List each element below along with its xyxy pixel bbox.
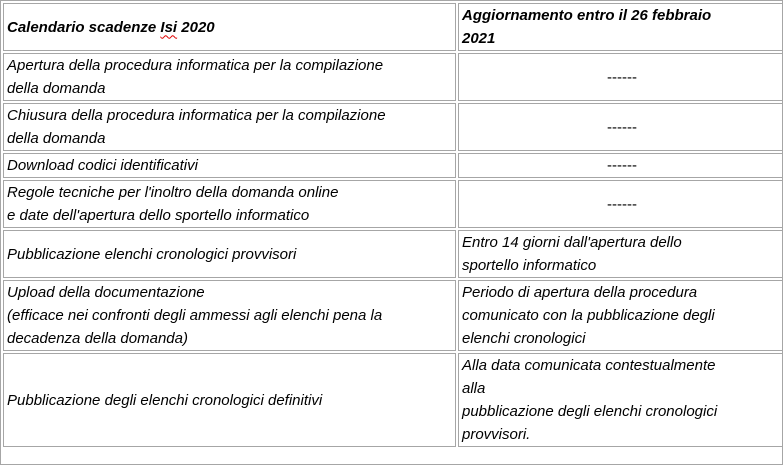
table-row <box>3 230 783 278</box>
row-label-line: (efficace nei confronti degli ammessi agli elenchi pena la <box>7 307 383 324</box>
table-row <box>3 153 783 178</box>
table-row <box>3 103 783 151</box>
header-title-prefix: Calendario scadenze <box>7 18 161 36</box>
header-title-isi: Isi <box>160 18 178 36</box>
header-update-line2: 2021 <box>462 30 496 47</box>
row-value-line: Periodo di apertura della procedura <box>462 284 698 301</box>
row-label-line: della domanda <box>7 130 106 147</box>
row-value-line: ------ <box>607 118 637 136</box>
row-label-line: decadenza della domanda) <box>7 330 188 347</box>
header-title-suffix: 2020 <box>177 18 215 36</box>
table-row <box>3 280 783 351</box>
row-value-cell <box>458 230 783 278</box>
row-value-line: sportello informatico <box>462 257 597 274</box>
row-value-cell <box>458 153 783 178</box>
row-label-cell <box>3 180 456 228</box>
row-value-cell <box>458 53 783 101</box>
row-label-cell <box>3 153 456 178</box>
row-label-line: Chiusura della procedura informatica per la compilazione <box>7 107 386 124</box>
row-value-line: alla <box>462 380 486 397</box>
row-value-cell <box>458 180 783 228</box>
row-label-line: Download codici identificativi <box>7 157 198 174</box>
row-label-line: e date dell'apertura dello sportello informatico <box>7 207 310 224</box>
row-value-cell <box>458 280 783 351</box>
table-row <box>3 53 783 101</box>
row-label-line: Upload della documentazione <box>7 284 205 301</box>
row-value-line: pubblicazione degli elenchi cronologici <box>462 403 718 420</box>
row-value-cell <box>458 353 783 447</box>
row-label-line: Pubblicazione elenchi cronologici provvisori <box>7 245 297 263</box>
row-value-line: ------ <box>607 195 637 213</box>
row-label-cell <box>3 280 456 351</box>
row-label-line: Apertura della procedura informatica per la compilazione <box>7 57 384 74</box>
row-value-line: elenchi cronologici <box>462 330 586 347</box>
row-value-line: ------ <box>607 157 637 174</box>
row-label-cell <box>3 230 456 278</box>
row-label-cell <box>3 353 456 447</box>
schedule-table <box>1 1 783 449</box>
row-value-cell <box>458 103 783 151</box>
row-label-line: Regole tecniche per l'inoltro della domanda online <box>7 184 339 201</box>
header-cell-update <box>458 3 783 51</box>
row-value-line: comunicato con la pubblicazione degli <box>462 307 715 324</box>
table-row <box>3 353 783 447</box>
row-label-cell <box>3 103 456 151</box>
row-value-line: Entro 14 giorni dall'apertura dello <box>462 234 682 251</box>
row-value-line: provvisori. <box>462 426 531 443</box>
header-update-line1: Aggiornamento entro il 26 febbraio <box>462 7 712 24</box>
row-value-line: ------ <box>607 68 637 86</box>
row-label-cell <box>3 53 456 101</box>
header-row <box>3 3 783 51</box>
row-value-line: Alla data comunicata contestualmente <box>462 357 716 374</box>
row-label-line: Pubblicazione degli elenchi cronologici definitivi <box>7 391 323 409</box>
header-cell-calendar <box>3 3 456 51</box>
table-row <box>3 180 783 228</box>
row-label-line: della domanda <box>7 80 106 97</box>
